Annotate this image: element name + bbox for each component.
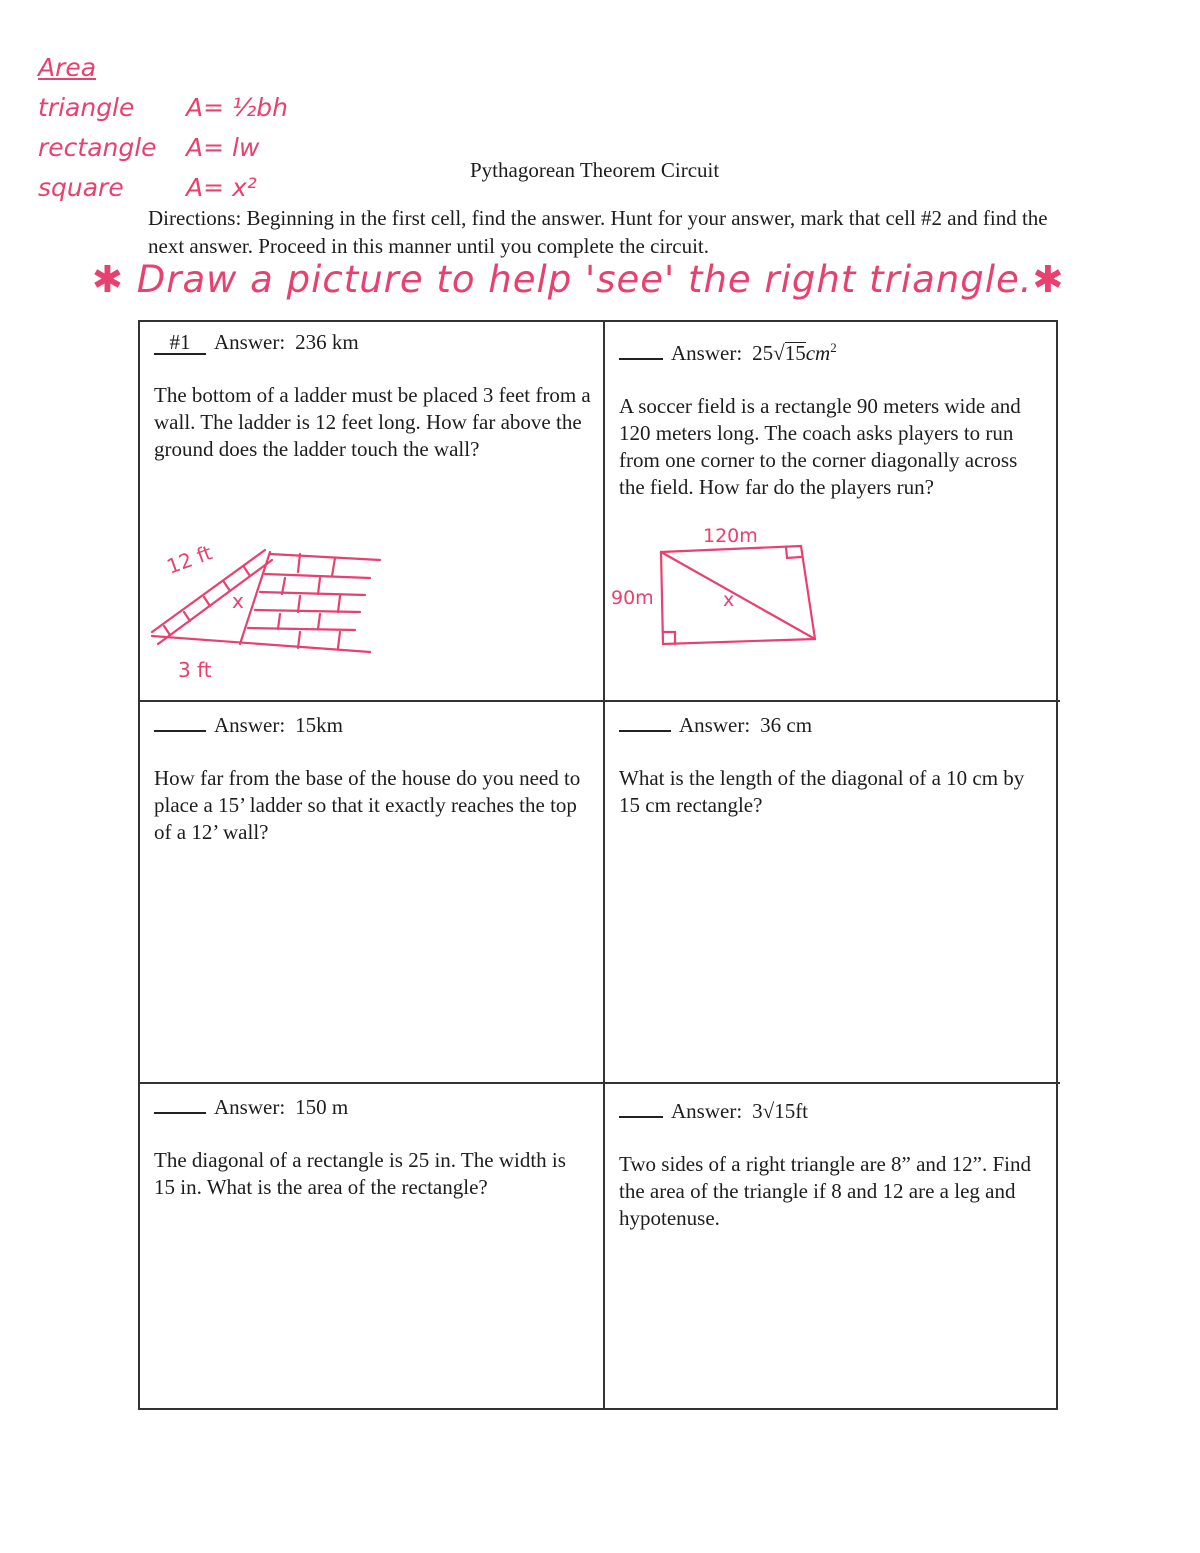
circuit-cell [605, 702, 1060, 1084]
answer-label: Answer: [214, 713, 286, 737]
width-label: 90m [611, 587, 654, 609]
cell-header [154, 328, 591, 356]
answer-unit: ft [795, 1099, 809, 1123]
cell-header [619, 334, 1048, 367]
cell-number-blank[interactable] [619, 708, 671, 732]
answer-label: Answer: [679, 713, 751, 737]
question-text: What is the length of the diagonal of a 10 cm by 15 cm rectangle? [619, 766, 1025, 817]
hyp-label: 12 ft [163, 540, 216, 579]
answer-unit: cm [805, 341, 831, 365]
soccer-field-sketch [611, 524, 831, 654]
directions-text: Directions: Beginning in the first cell, find the answer. Hunt for your answer, mark that cell #2 and find the next answer. Proceed in this manner until you complete the circuit. [148, 206, 1048, 258]
question-text: Two sides of a right triangle are 8” and 12”. Find the area of the triangle if 8 and 12 are a leg and hypotenuse. [619, 1152, 1032, 1230]
length-label: 120m [703, 525, 758, 547]
notes-heading: Area [38, 53, 97, 82]
answer-coefficient: 3 [752, 1099, 763, 1123]
answer-coefficient: 25 [752, 341, 774, 365]
answer-radicand: 15 [774, 1099, 796, 1123]
circuit-cell [140, 322, 605, 702]
question-text: The diagonal of a rectangle is 25 in. The width is 15 in. What is the area of the rectangle? [154, 1148, 566, 1199]
answer-value: 15km [295, 713, 343, 737]
answer-label: Answer: [671, 1099, 743, 1123]
question-text: The bottom of a ladder must be placed 3 feet from a wall. The ladder is 12 feet long. How far above the ground does the ladder touch the wall? [154, 383, 591, 461]
notes-row [38, 168, 288, 208]
notes-formula: A= lw [186, 133, 260, 162]
page-title: Pythagorean Theorem Circuit [470, 158, 720, 182]
cell-number-blank[interactable] [154, 708, 206, 732]
cell-header [154, 708, 591, 739]
cell-number-blank[interactable] [619, 1094, 663, 1118]
notes-row [38, 128, 288, 168]
question-text: A soccer field is a rectangle 90 meters wide and 120 meters long. The coach asks players to run from one corner to the corner diagonally across the field. How far do the players run? [619, 394, 1021, 499]
notes-formula: A= ½bh [186, 93, 288, 122]
notes-row [38, 88, 288, 128]
answer-value: 36 cm [760, 713, 813, 737]
notes-formula: A= x² [186, 173, 257, 202]
answer-exponent: 2 [830, 340, 837, 355]
circuit-cell [605, 1084, 1060, 1408]
answer-value: 150 m [295, 1095, 349, 1119]
cell-number-blank[interactable] [619, 336, 663, 360]
diagonal-line [661, 552, 815, 639]
notes-shape: rectangle [38, 133, 157, 162]
answer-label: Answer: [214, 1095, 286, 1119]
cell-number-blank[interactable] [154, 1090, 206, 1114]
circuit-cell [140, 1084, 605, 1408]
diagonal-label: x [723, 589, 735, 611]
answer-label: Answer: [214, 330, 286, 354]
notes-shape: square [38, 173, 124, 202]
notes-shape: triangle [38, 93, 135, 122]
answer-value: 236 km [295, 330, 359, 354]
area-formula-notes [38, 48, 288, 208]
circuit-cell [140, 702, 605, 1084]
circuit-cell [605, 322, 1060, 702]
cell-header [154, 1090, 591, 1121]
answer-value: 3√15ft [752, 1099, 809, 1123]
leg-label: x [232, 589, 244, 613]
handwritten-reminder: ✱ Draw a picture to help 'see' the right triangle.✱ [92, 258, 1065, 301]
cell-number-blank[interactable]: #1 [154, 331, 206, 355]
cell-header [619, 1094, 1048, 1125]
base-label: 3 ft [178, 658, 212, 682]
answer-value: $25√15cm^2$ [752, 340, 837, 365]
answer-radicand: 15 [784, 341, 806, 365]
circuit-grid [138, 320, 1058, 1410]
ladder-wall-sketch [140, 532, 400, 682]
question-text: How far from the base of the house do you need to place a 15’ ladder so that it exactly reaches the top of a 12’ wall? [154, 766, 581, 844]
ground-line [152, 636, 370, 652]
cell-header [619, 708, 1048, 739]
answer-label: Answer: [671, 341, 743, 365]
